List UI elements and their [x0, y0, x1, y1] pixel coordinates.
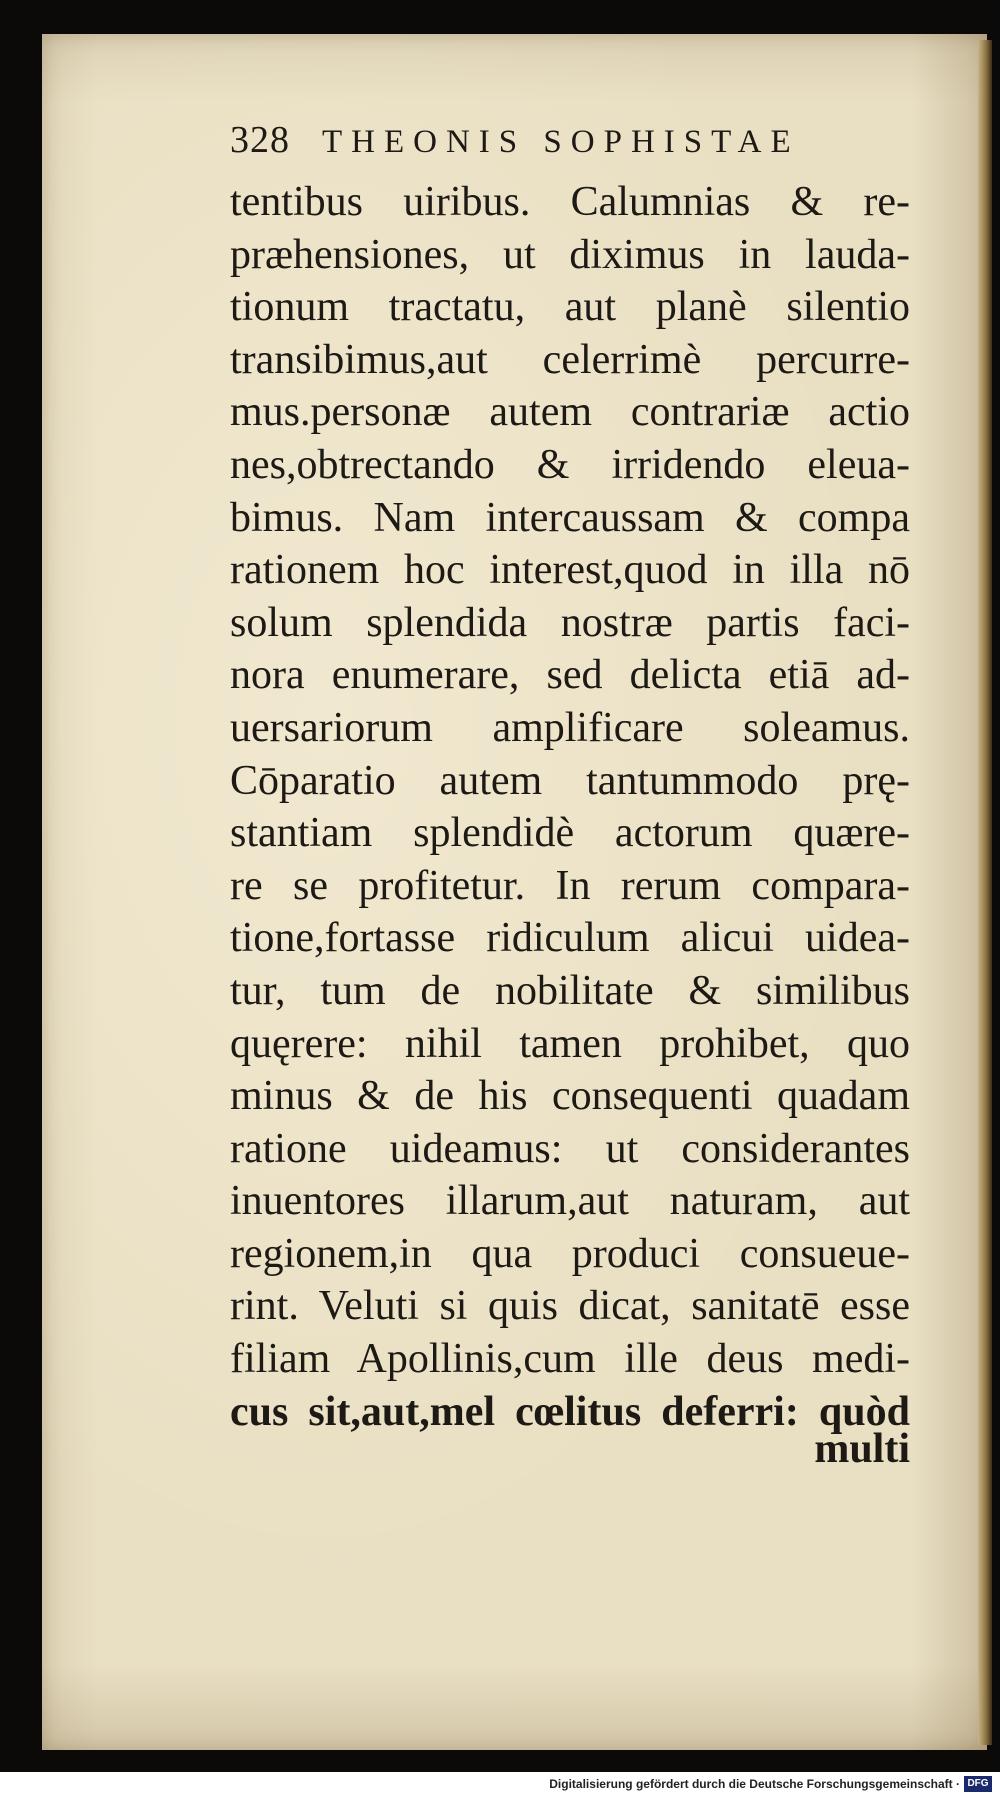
page-number: 328: [230, 119, 290, 161]
page-header: [230, 118, 910, 180]
text-line: cus sit,aut,mel cœlitus deferri: quòd: [230, 1388, 910, 1435]
page-fore-edge: [978, 40, 992, 1745]
text-line: stantiam splendidè actorum quære-: [230, 810, 910, 857]
catchword: multi: [814, 1426, 910, 1472]
digitization-footer: [0, 1772, 1000, 1800]
text-line: transibimus,aut celerrimè percurre-: [230, 336, 910, 383]
text-line: bimus. Nam intercaussam & compa: [230, 494, 910, 541]
body-text: [230, 176, 910, 1438]
text-line: re se profitetur. In rerum compara-: [230, 862, 910, 909]
text-line: filiam Apollinis,cum ille deus medi-: [230, 1336, 910, 1383]
text-line: inuentores illarum,aut naturam, aut: [230, 1178, 910, 1225]
text-line: rint. Veluti si quis dicat, sanitatē esse: [230, 1283, 910, 1330]
text-line: præhensiones, ut diximus in lauda-: [230, 231, 910, 278]
text-line: uersariorum amplificare soleamus.: [230, 704, 910, 751]
text-line: Cōparatio autem tantummodo prę-: [230, 757, 910, 804]
funding-credit: Digitalisierung gefördert durch die Deutsche Forschungsgemeinschaft ·: [549, 1777, 960, 1791]
text-line: tione,fortasse ridiculum alicui uidea-: [230, 915, 910, 962]
text-line: nes,obtrectando & irridendo eleua-: [230, 441, 910, 488]
text-line: regionem,in qua produci consueue-: [230, 1230, 910, 1277]
dfg-logo-icon: DFG: [964, 1776, 992, 1792]
text-line: tionum tractatu, aut planè silentio: [230, 284, 910, 331]
text-line: solum splendida nostræ partis faci-: [230, 599, 910, 646]
text-line: tentibus uiribus. Calumnias & re-: [230, 179, 910, 225]
running-head: THEONIS SOPHISTAE: [322, 124, 800, 160]
text-line: nora enumerare, sed delicta etiā ad-: [230, 652, 910, 699]
text-line: mus.personæ autem contrariæ actio: [230, 389, 910, 436]
text-line: minus & de his consequenti quadam: [230, 1073, 910, 1120]
text-line: quęrere: nihil tamen prohibet, quo: [230, 1020, 910, 1067]
text-line: ratione uideamus: ut considerantes: [230, 1125, 910, 1172]
text-line: rationem hoc interest,quod in illa nō: [230, 547, 910, 594]
text-line: tur, tum de nobilitate & similibus: [230, 967, 910, 1014]
